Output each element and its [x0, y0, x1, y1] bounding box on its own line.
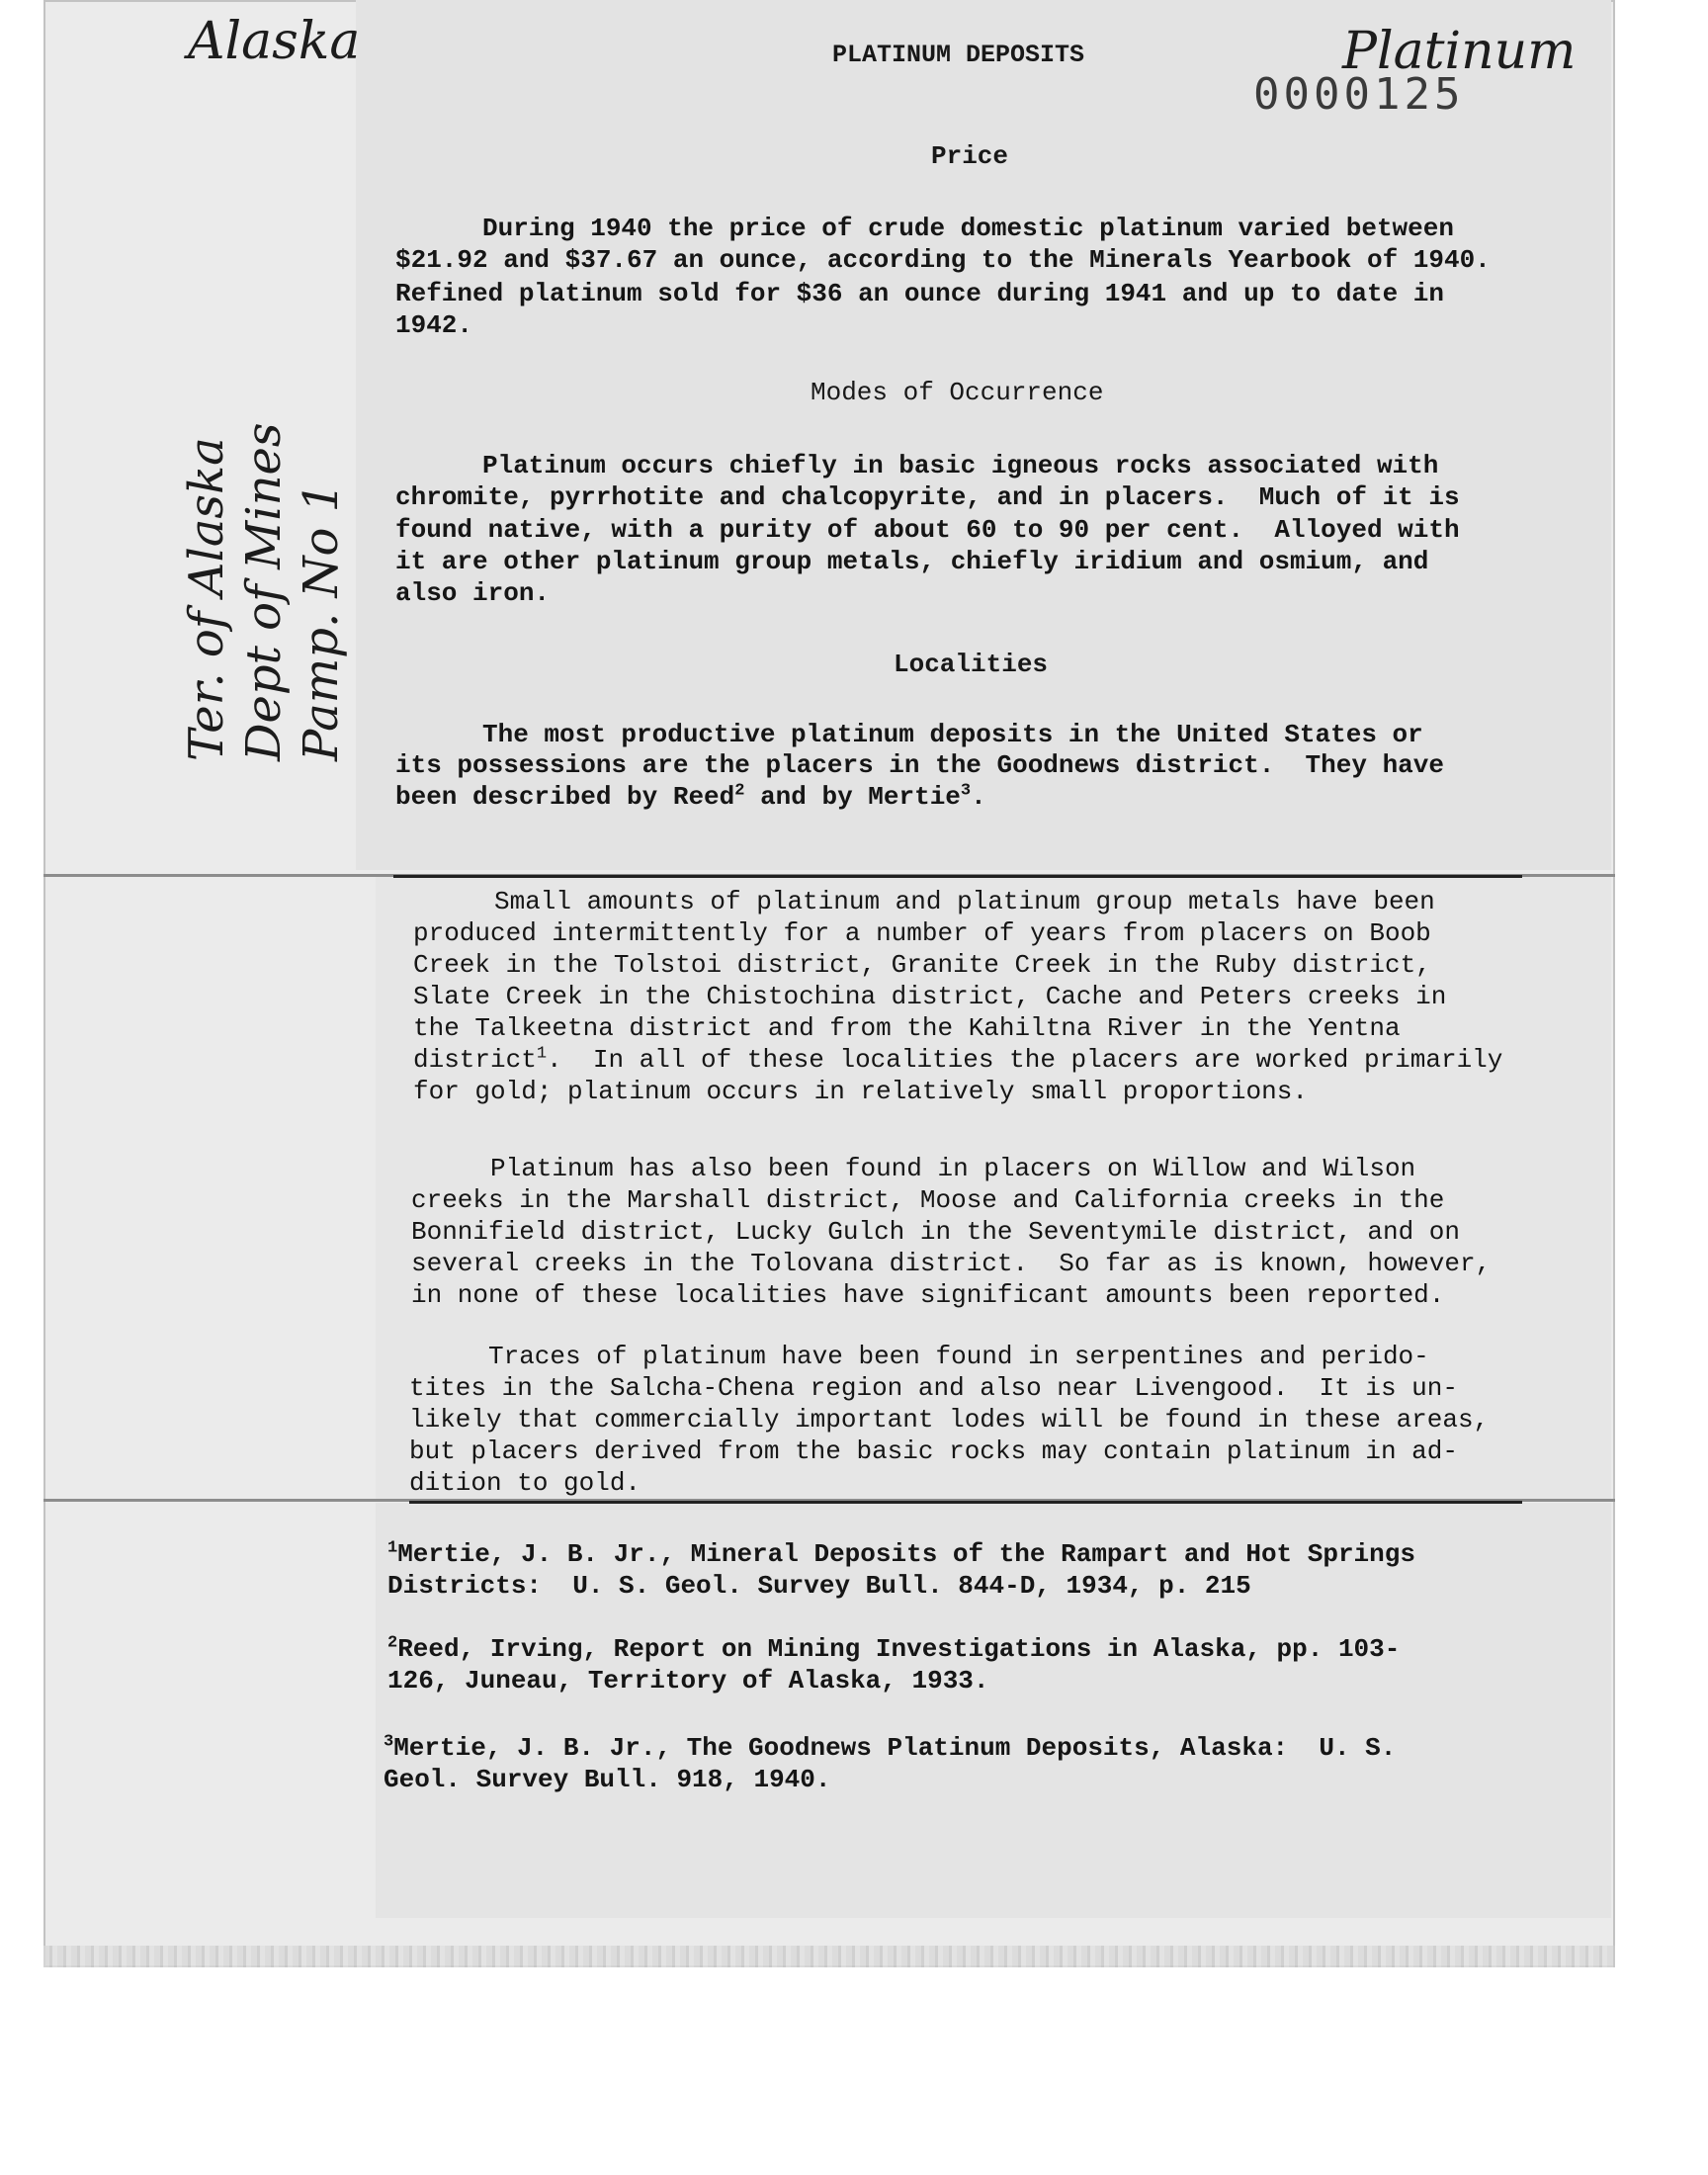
small-line-6-a: district	[413, 1045, 537, 1075]
small-line-3: Creek in the Tolstoi district, Granite Creek in the Ruby district,	[413, 950, 1431, 980]
small-line-2: produced intermittently for a number of years from placers on Boob	[413, 918, 1431, 948]
small-line-4: Slate Creek in the Chistochina district, Cache and Peters creeks in	[413, 982, 1447, 1011]
footnote-1-text-1: Mertie, J. B. Jr., Mineral Deposits of the Rampart and Hot Springs	[397, 1539, 1415, 1569]
price-line-3: Refined platinum sold for $36 an ounce during 1941 and up to date in	[395, 279, 1444, 308]
price-line-4: 1942.	[395, 310, 473, 340]
scan-edge-smudge	[43, 1946, 1615, 1967]
handwritten-platinum: Platinum	[1342, 22, 1577, 81]
small-line-6	[413, 1044, 1502, 1076]
price-line-1: During 1940 the price of crude domestic platinum varied between	[482, 214, 1454, 243]
willow-line-3: Bonnifield district, Lucky Gulch in the Seventymile district, and on	[411, 1217, 1460, 1247]
margin-note-line-2: Dept of Mines	[236, 422, 292, 761]
modes-line-2: chromite, pyrrhotite and chalcopyrite, and in placers. Much of it is	[395, 482, 1460, 512]
footnote-2-line-1	[387, 1633, 1400, 1665]
willow-line-4: several creeks in the Tolovana district. So far as is known, however,	[411, 1249, 1492, 1278]
footnote-3-line-1	[384, 1732, 1396, 1764]
traces-line-1: Traces of platinum have been found in serpentines and perido-	[488, 1342, 1429, 1371]
handwritten-alaska: Alaska	[188, 12, 361, 71]
traces-line-2: tites in the Salcha-Chena region and also near Livengood. It is un-	[409, 1373, 1458, 1403]
price-heading: Price	[931, 141, 1009, 171]
modes-line-1: Platinum occurs chiefly in basic igneous rocks associated with	[482, 451, 1439, 480]
modes-line-4: it are other platinum group metals, chiefly iridium and osmium, and	[395, 547, 1429, 576]
traces-line-5: dition to gold.	[409, 1468, 641, 1498]
footnote-ref-1: 1	[536, 1044, 548, 1064]
footnote-3-line-2: Geol. Survey Bull. 918, 1940.	[384, 1765, 831, 1794]
footnote-2-mark: 2	[387, 1633, 398, 1653]
footnote-1-mark: 1	[387, 1538, 398, 1558]
divider-lower	[409, 1501, 1522, 1504]
small-line-7: for gold; platinum occurs in relatively small proportions.	[413, 1077, 1308, 1106]
modes-line-5: also iron.	[395, 578, 551, 608]
localities-line-3	[395, 781, 986, 813]
modes-heading: Modes of Occurrence	[811, 378, 1104, 407]
small-line-6-b: . In all of these localities the placers are worked primarily	[547, 1045, 1503, 1075]
footnote-1-line-2: Districts: U. S. Geol. Survey Bull. 844-D, 1934, p. 215	[387, 1571, 1251, 1601]
document-number-stamp: 0000125	[1253, 69, 1465, 120]
divider-upper	[393, 875, 1522, 878]
willow-line-2: creeks in the Marshall district, Moose and California creeks in the	[411, 1185, 1445, 1215]
document-title: PLATINUM DEPOSITS	[832, 41, 1085, 69]
handwritten-margin-note	[178, 346, 350, 761]
footnote-ref-3: 3	[960, 781, 972, 801]
margin-note-line-1: Ter. of Alaska	[179, 437, 234, 761]
traces-line-3: likely that commercially important lodes will be found in these areas,	[409, 1405, 1490, 1435]
willow-line-1: Platinum has also been found in placers on Willow and Wilson	[490, 1154, 1416, 1183]
localities-line-1: The most productive platinum deposits in the United States or	[482, 720, 1423, 749]
footnote-1-line-1	[387, 1538, 1415, 1570]
traces-line-4: but placers derived from the basic rocks may contain platinum in ad-	[409, 1436, 1458, 1466]
localities-heading: Localities	[894, 650, 1049, 679]
willow-line-5: in none of these localities have significant amounts been reported.	[411, 1280, 1445, 1310]
footnote-2-line-2: 126, Juneau, Territory of Alaska, 1933.	[387, 1666, 989, 1696]
footnote-ref-2: 2	[734, 781, 745, 801]
footnote-3-mark: 3	[384, 1732, 394, 1752]
small-line-1: Small amounts of platinum and platinum group metals have been	[494, 887, 1435, 916]
margin-note-line-3: Pamp. No 1	[294, 481, 349, 761]
footnote-3-text-1: Mertie, J. B. Jr., The Goodnews Platinum Deposits, Alaska: U. S.	[393, 1733, 1397, 1763]
localities-line-3-c: .	[971, 782, 986, 812]
localities-line-2: its possessions are the placers in the Goodnews district. They have	[395, 750, 1444, 780]
modes-line-3: found native, with a purity of about 60 to 90 per cent. Alloyed with	[395, 515, 1460, 545]
price-line-2: $21.92 and $37.67 an ounce, according to the Minerals Yearbook of 1940.	[395, 245, 1491, 275]
footnote-2-text-1: Reed, Irving, Report on Mining Investigations in Alaska, pp. 103-	[397, 1634, 1401, 1664]
small-line-5: the Talkeetna district and from the Kahiltna River in the Yentna	[413, 1013, 1401, 1043]
localities-line-3-a: been described by Reed	[395, 782, 735, 812]
localities-line-3-b: and by Mertie	[744, 782, 961, 812]
